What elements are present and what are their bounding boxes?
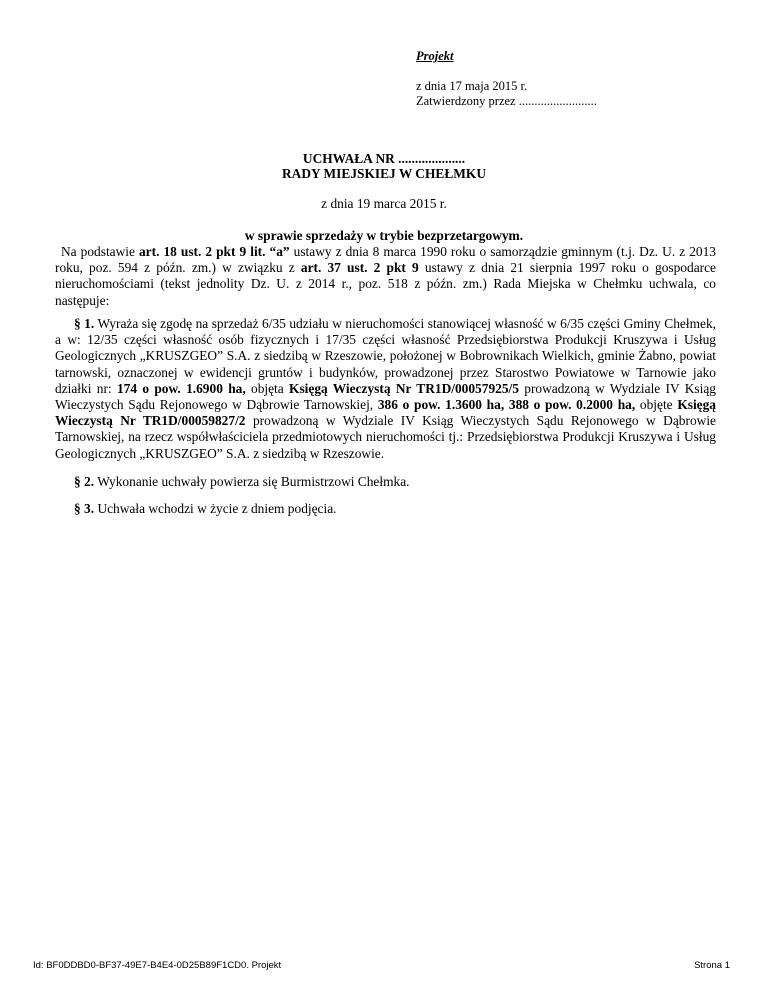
legal-basis-ref: art. 18 ust. 2 pkt 9 lit. “a”: [138, 244, 290, 259]
land-register-ref: Księgą Wieczystą Nr TR1D/00057925/5: [289, 380, 519, 396]
section-text: prowadzoną w Wydziale IV Ksiąg Wieczystych Sądu Rejonowego w Dąbrowie Tarnowskiej, na rzecz współwłaściciela przedmiotowych nieruchomości tj.: Przedsiębiorstwa Produkcji Kruszywa i Usług Geologicznych „KRUSZGEO” S.A. z siedzibą w Rzeszowie.: [55, 413, 716, 461]
preamble-text: ustawy z dnia 8 marca 1990 roku o samorządzie gminnym (t.j. Dz. U. z 2013 roku, poz. 594 z późn. zm.) w związku z: [55, 244, 716, 276]
page-number: Strona 1: [694, 960, 730, 971]
preamble-paragraph: [55, 244, 716, 309]
parcel-ref: 386 o pow. 1.3600 ha, 388 o pow. 0.2000 ha,: [377, 397, 636, 413]
meta-date: z dnia 17 maja 2015 r.: [416, 79, 528, 93]
section-label: § 1.: [74, 316, 95, 331]
section-text: objęte: [635, 397, 678, 413]
section-1-paragraph: [55, 316, 716, 462]
parcel-ref: 174 o pow. 1.6900 ha,: [116, 380, 246, 396]
section-text: objęta: [245, 380, 290, 396]
section-3-paragraph: [55, 501, 716, 517]
section-text: Wykonanie uchwały powierza się Burmistrzowi Chełmka.: [94, 474, 410, 489]
section-text: Uchwała wchodzi w życie z dniem podjęcia.: [94, 501, 337, 516]
project-label: Projekt: [416, 49, 454, 63]
document-meta: [416, 49, 597, 109]
resolution-number: UCHWAŁA NR ....................: [302, 151, 466, 166]
resolution-date: z dnia 19 marca 2015 r.: [321, 196, 447, 211]
section-label: § 2.: [74, 474, 95, 489]
preamble-text: Na podstawie: [61, 244, 139, 259]
council-name: RADY MIEJSKIEJ W CHEŁMKU: [282, 166, 486, 181]
resolution-subject: w sprawie sprzedaży w trybie bezprzetargowym.: [244, 228, 524, 243]
legal-basis-ref: art. 37 ust. 2 pkt 9: [300, 260, 419, 276]
preamble-text: ustawy z dnia 21 sierpnia 1997 roku o gospodarce nieruchomościami (tekst jednolity Dz. U. z 2014 r., poz. 518 z późn. zm.) Rada Miejska w Chełmku uchwala, co następuje:: [55, 260, 716, 308]
section-label: § 3.: [74, 501, 95, 516]
meta-approved: Zatwierdzony przez .........................: [416, 94, 597, 108]
section-text: Wyraża się zgodę na sprzedaż 6/35 udziału w nieruchomości stanowiącej własność w 6/35 części Gminy Chełmek, a w: 12/35 części własność osób fizycznych i 17/35 części własność Przedsiębiorstwa Produkcji Kruszywa i Usług Geologicznych „KRUSZGEO” S.A. z siedzibą w Rzeszowie, położonej w Bobrownikach Wielkich, gminie Żabno, powiat tarnowski, oznaczonej w ewidencji gruntów i budynków, prowadzonej przez Starostwo Powiatowe w Tarnowie jako działki nr:: [55, 316, 716, 396]
section-2-paragraph: [55, 474, 716, 490]
land-register-ref: Księgą Wieczystą Nr TR1D/00059827/2: [55, 397, 716, 429]
section-text: prowadzoną w Wydziale IV Ksiąg Wieczystych Sądu Rejonowego w Dąbrowie Tarnowskiej,: [55, 380, 716, 413]
document-id-footer: Id: BF0DDBD0-BF37-49E7-B4E4-0D25B89F1CD0. Projekt: [33, 960, 282, 971]
spacer: [416, 64, 597, 79]
